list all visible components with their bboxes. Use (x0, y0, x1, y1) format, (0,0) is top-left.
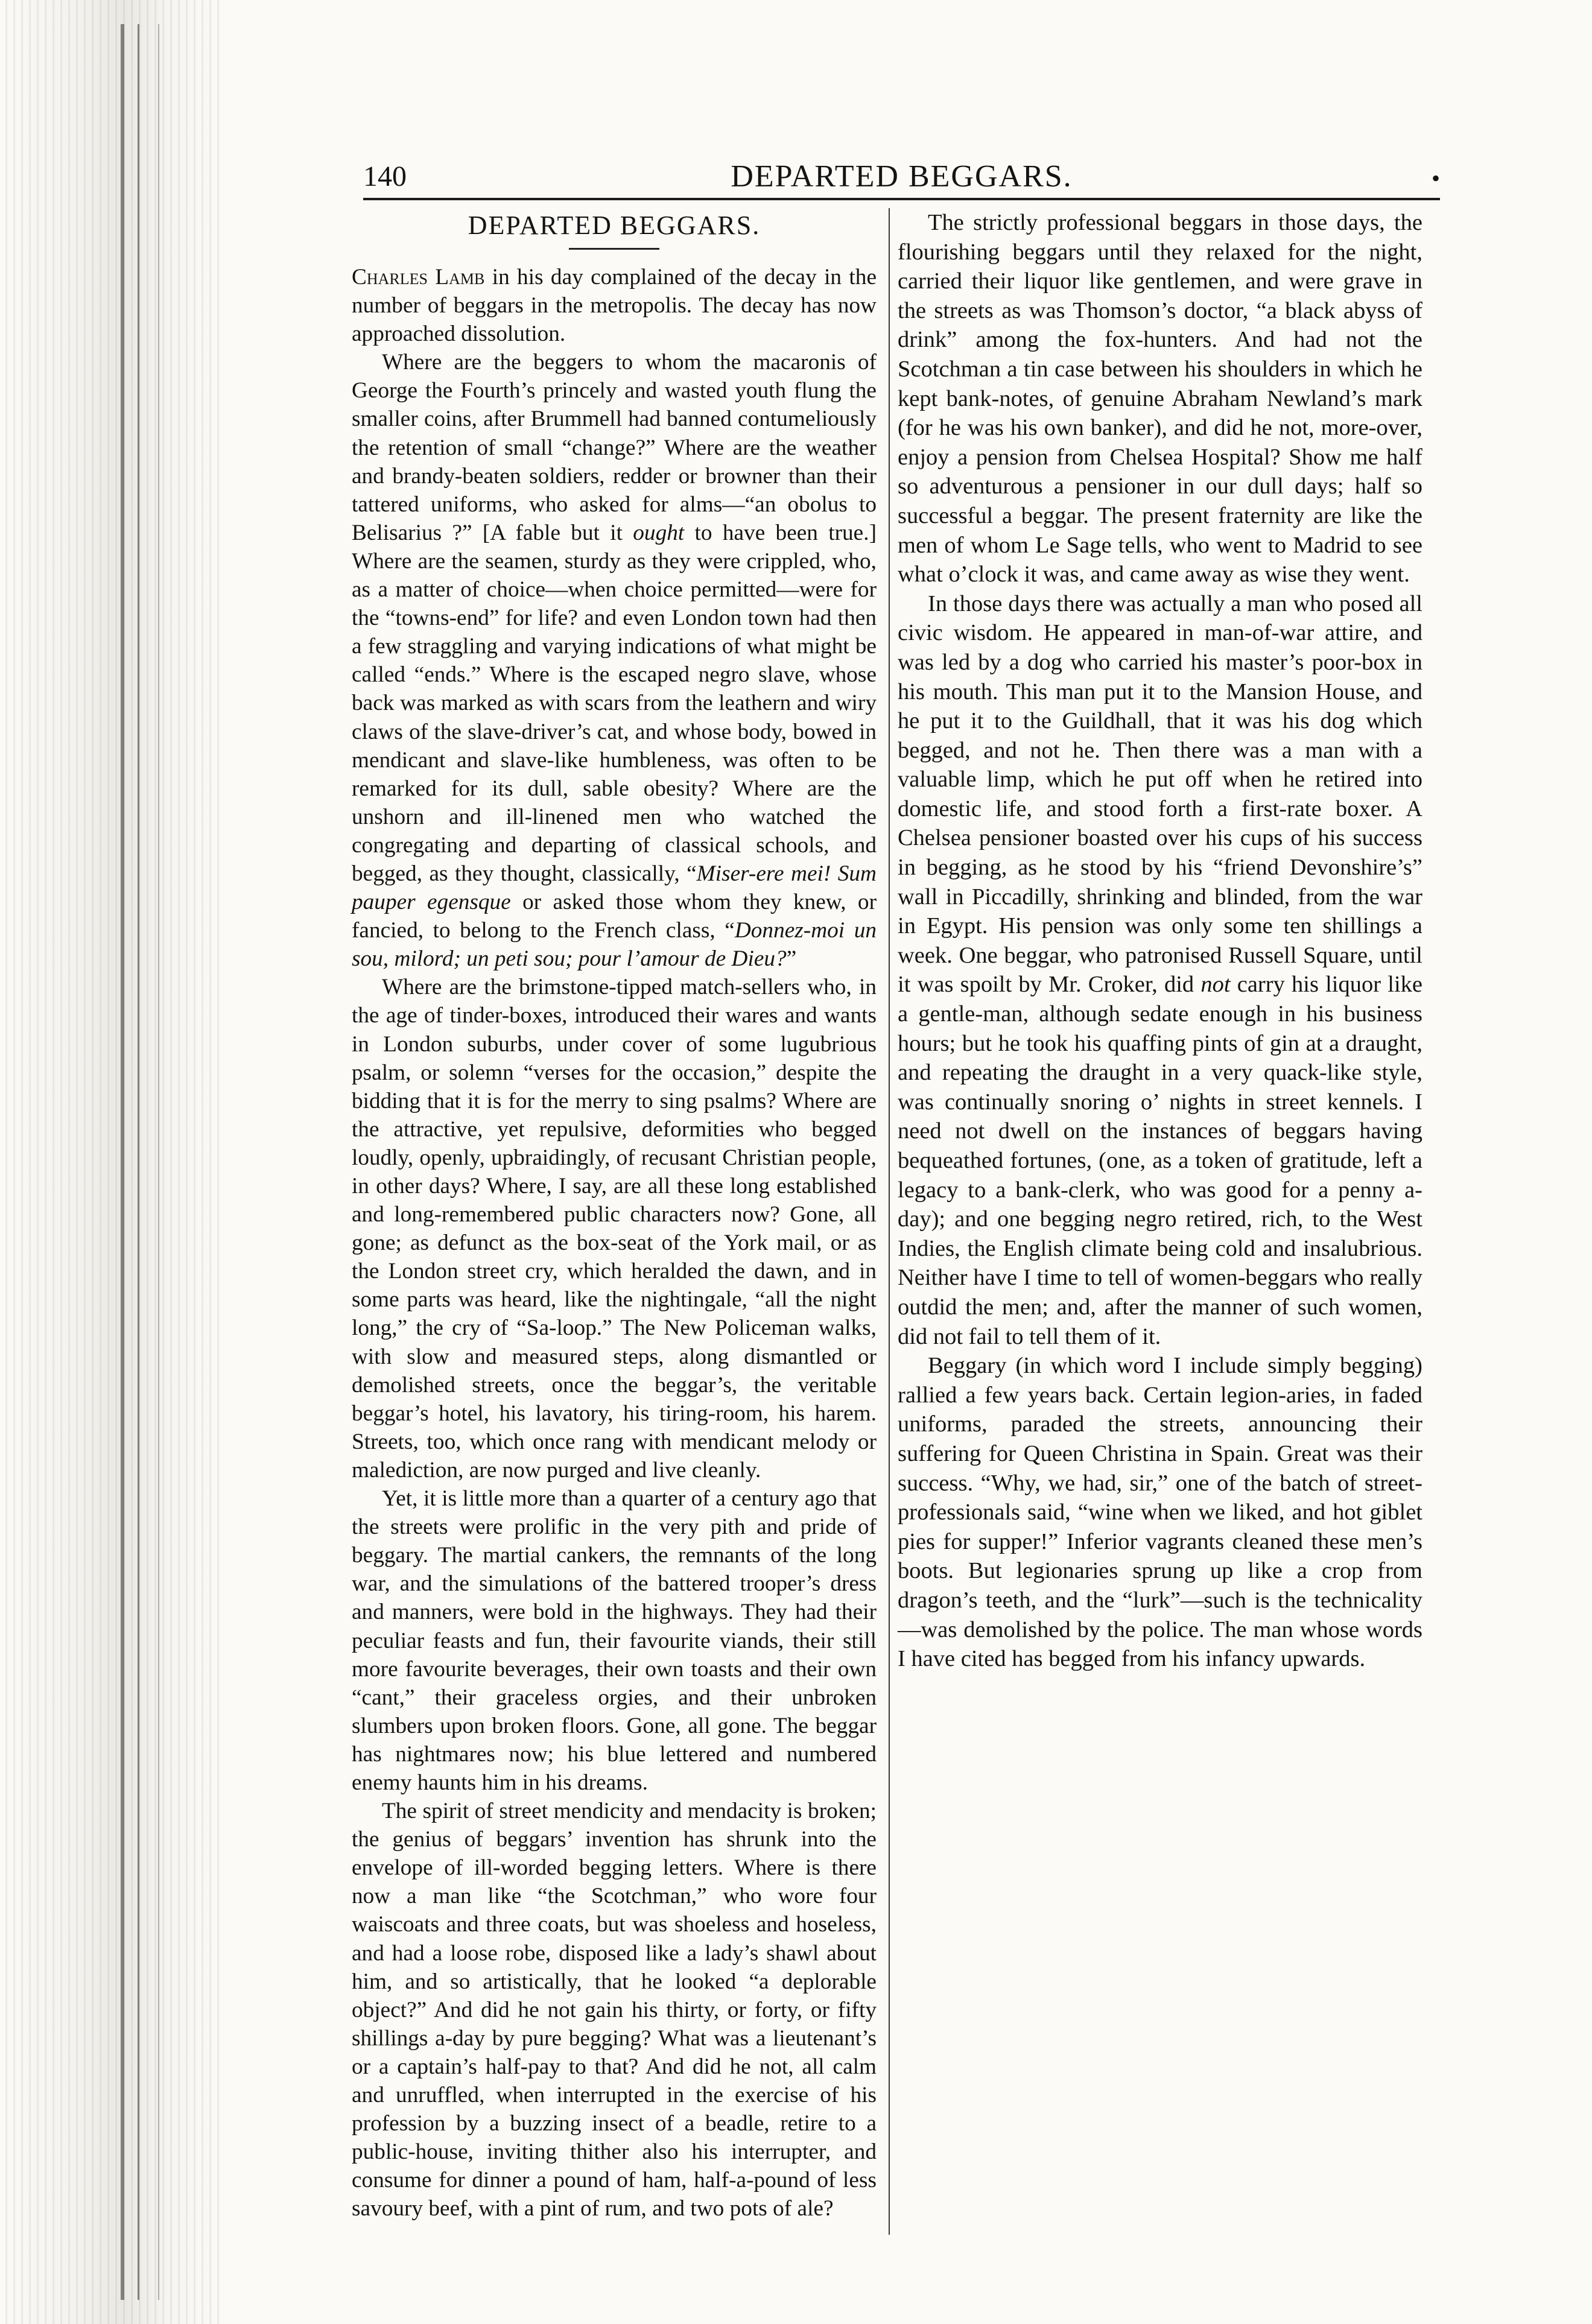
author-name: Charles Lamb (352, 265, 485, 290)
page-number: 140 (363, 160, 407, 192)
paragraph-7-italic: not (1200, 972, 1231, 998)
paragraph-6: The strictly professional beggars in those days, the flourishing beggars until they relaxed for the night, carried their liquor like gentlemen, and were grave in the streets as was Thomson’s doctor, “a black abyss of drink” among the fox-hunters. And had not the Scotchman a tin case between his shoulders in which he kept bank-notes, of genuine Abraham Newland’s mark (for he was his own banker), and did he not, more-over, enjoy a pension from Chelsea Hospital? Show me half so adventurous a pensioner in our dull days; half so successful a beggar. The present fraternity are like the men of whom Le Sage tells, who went to Madrid to see what o’clock it was, and came away as wise they went. (898, 210, 1422, 587)
paragraph-8: Beggary (in which word I include simply begging) rallied a few years back. Certain legion-aries, in faded uniforms, paraded the streets, announcing their suffering for Queen Christina in Spain. Great was their success. “Why, we had, sir,” one of the batch of street-professionals said, “wine when we liked, and hot giblet pies for supper!” Inferior vagrants cleaned these men’s boots. But legionaries sprung up like a crop from dragon’s teeth, and the “lurk”—such is the technicality—was demolished by the police. The man whose words I have cited has begged from his infancy upwards. (898, 1353, 1422, 1672)
paragraph-3: Where are the brimstone-tipped match-sellers who, in the age of tinder-boxes, introduced their wares and wants in London suburbs, under cover of some lugubrious psalm, or solemn “verses for the occasion,” despite the bidding that it is for the merry to sing psalms? Where are the attractive, yet repulsive, deformities who begged loudly, openly, upbraidingly, of recusant Christian people, in other days? Where, I say, are all these long established and long-remembered public characters now? Gone, all gone; as defunct as the box-seat of the York mail, or as the London street cry, which heralded the dawn, and in some parts was heard, like the nightingale, “all the night long,” the cry of “Sa-loop.” The New Policeman walks, with slow and measured steps, along dismantled or demolished streets, once the beggar’s, the veritable beggar’s hotel, his lavatory, his tiring-room, his harem. Streets, too, which once rang with mendicant melody or malediction, are now purged and live cleanly. (352, 975, 877, 1483)
left-column (352, 208, 877, 2241)
paragraph-2-italic-c: Donnez-moi un sou, milord; un peti sou; pour l’amour de Dieu? (352, 918, 877, 972)
paragraph-2-text-a: Where are the beggers to whom the macaronis of George the Fourth’s princely and wasted youth flung the smaller coins, after Brummell had banned contumeliously the retention of small “change?” Where are the weather and brandy-beaten soldiers, redder or browner than their tattered uniforms, who asked for alms—“an obolus to Belisarius ?” [A fable but it (352, 350, 877, 545)
paragraph-5: The spirit of street mendicity and mendacity is broken; the genius of beggars’ invention has shrunk into the envelope of ill-worded begging letters. Where is there now a man like “the Scotchman,” who wore four waiscoats and three coats, but was shoeless and hoseless, and had a loose robe, disposed like a lady’s shawl about him, and so artistically, that he looked “a deplorable object?” And did he not gain his thirty, or forty, or fifty shillings a-day by pure begging? What was a lieutenant’s or a captain’s half-pay to that? And did he not, all calm and unruffled, when interrupted in the exercise of his profession by a buzzing insect of a beadle, retire to a public-house, inviting thither also his interrupter, and consume for dinner a pound of ham, half-a-pound of less savoury beef, with a pint of rum, and two pots of ale? (352, 1799, 877, 2221)
page-header (363, 158, 1440, 195)
paragraph-7 (898, 589, 1422, 1351)
paragraph-4: Yet, it is little more than a quarter of a century ago that the streets were prolific in the very pith and pride of beggary. The martial cankers, the remnants of the long war, and the simulations of the battered trooper’s dress and manners, were bold in the highways. They had their peculiar feasts and fun, their favourite viands, their still more favourite beverages, their own toasts and their own “cant,” their graceless orgies, and their unbroken slumbers upon broken floors. Gone, all gone. The beggar has nightmares now; his blue lettered and numbered enemy haunts him in his dreams. (352, 1486, 877, 1795)
column-rule (889, 208, 890, 2235)
paragraph-2-text-b: to have been true.] Where are the seamen, sturdy as they were crippled, who, as a matter of choice—when choice permitted—were for the “towns-end” for life? and even London town had then a few straggling and varying indications of what might be called “ends.” Where is the escaped negro slave, whose back was marked as with scars from the leathern and wiry claws of the slave-driver’s cat, and whose body, bowed in mendicant and slave-like humbleness, was often to be remarked for its dull, sable obesity? Where are the unshorn and ill-linened men who watched the congregating and departing of classical schools, and begged, as they thought, classically, “ (352, 520, 877, 886)
page-binding-edge (0, 0, 223, 2324)
paragraph-2 (352, 348, 877, 973)
paragraph-2-text-d: ” (786, 946, 797, 972)
running-title: DEPARTED BEGGARS. (731, 159, 1073, 194)
header-rule (363, 198, 1440, 200)
paragraph-7-text-a: In those days there was actually a man who posed all civic wisdom. He appeared in man-of-war attire, and was led by a dog who carried his master’s poor-box in his mouth. This man put it to the Mansion House, and he put it to the Guildhall, that it was his dog which begged, and not he. Then there was a man with a valuable limp, which he put off when he retired into domestic life, and stood forth a first-rate boxer. A Chelsea pensioner boasted over his cups of his success in begging, as he stood by his “friend Devonshire’s” wall in Piccadilly, shrinking and blinded, from the war in Egypt. His pension was only some ten shillings a week. One beggar, who patronised Russell Square, until it was spoilt by Mr. Croker, did (898, 590, 1422, 998)
paragraph-1-text: in his day complained of the decay in the number of beggars in the metropolis. The decay has now approached dissolution. (352, 265, 877, 347)
paragraph-7-text-b: carry his liquor like a gentle-man, although sedate enough in his business hours; but he took his quaffing pints of gin at a draught, and repeating the draught in a very quack-like style, was continually snoring o’ nights in street kennels. I need not dwell on the instances of beggars having bequeathed fortunes, (one, as a token of gratitude, left a legacy to a bank-clerk, who was good for a penny a-day); and one begging negro retired, rich, to the West Indies, the English climate being cold and insalubrious. Neither have I time to tell of women-beggars who really outdid the men; and, after the manner of such women, did not fail to tell them of it. (898, 972, 1422, 1349)
paragraph-2-italic-a: ought (633, 520, 685, 545)
title-rule (569, 248, 659, 250)
article-title: DEPARTED BEGGARS. (468, 211, 761, 240)
header-mark: • (1431, 165, 1440, 192)
paragraph-2-italic-b: Miser-ere mei! Sum pauper egensque (352, 861, 877, 915)
right-column (898, 208, 1422, 2241)
paragraph-2-text-c: or asked those whom they knew, or fancied, to belong to the French class, “ (352, 890, 877, 943)
paragraph-1 (352, 263, 877, 348)
